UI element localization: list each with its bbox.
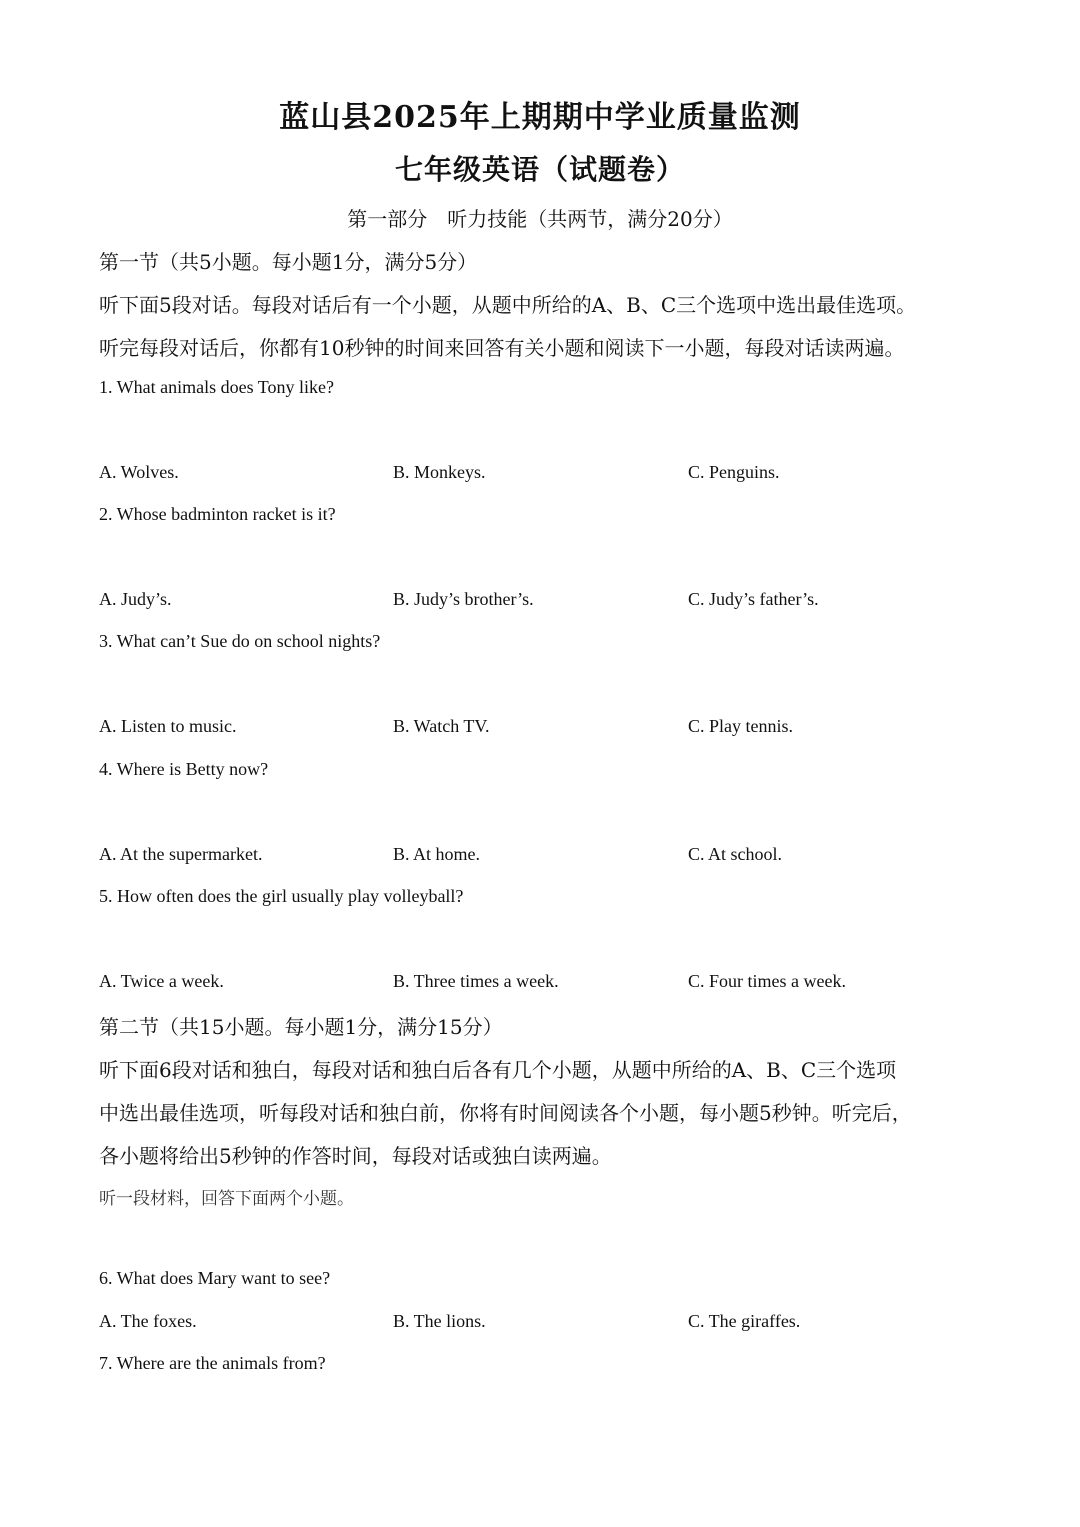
question-6-option-c: C. The giraffes. — [688, 1311, 801, 1331]
section1-instruction-line2: 听完每段对话后，你都有10秒钟的时间来回答有关小题和阅读下一小题，每段对话读两遍。 — [99, 336, 905, 360]
exam-title: 蓝山县2025年上期期中学业质量监测 — [279, 100, 801, 135]
question-1-option-a: A. Wolves. — [99, 462, 179, 482]
question-3-option-c: C. Play tennis. — [688, 716, 794, 736]
section2-instruction-line3: 各小题将给出5秒钟的作答时间，每段对话或独白读两遍。 — [99, 1144, 612, 1168]
material-note: 听一段材料，回答下面两个小题。 — [99, 1189, 354, 1209]
question-2-option-b: B. Judy’s brother’s. — [393, 589, 534, 609]
question-5-option-c: C. Four times a week. — [688, 971, 846, 991]
question-3: 3. What can’t Sue do on school nights? — [99, 631, 381, 651]
section2-heading: 第二节（共15小题。每小题1分，满分15分） — [99, 1015, 503, 1039]
question-2-option-a: A. Judy’s. — [99, 589, 172, 609]
question-6: 6. What does Mary want to see? — [99, 1268, 331, 1288]
section2-instruction-line1: 听下面6段对话和独白，每段对话和独白后各有几个小题，从题中所给的A、B、C三个选项 — [99, 1058, 897, 1082]
question-6-option-a: A. The foxes. — [99, 1311, 197, 1331]
question-4-option-a: A. At the supermarket. — [99, 844, 263, 864]
question-4-option-b: B. At home. — [393, 844, 481, 864]
question-1-option-c: C. Penguins. — [688, 462, 780, 482]
part-heading: 第一部分 听力技能（共两节，满分20分） — [347, 207, 733, 231]
question-1-option-b: B. Monkeys. — [393, 462, 486, 482]
exam-subtitle: 七年级英语（试题卷） — [394, 153, 685, 186]
question-3-option-a: A. Listen to music. — [99, 716, 237, 736]
question-4-option-c: C. At school. — [688, 844, 783, 864]
question-3-option-b: B. Watch TV. — [393, 716, 490, 736]
question-5-option-a: A. Twice a week. — [99, 971, 224, 991]
question-2: 2. Whose badminton racket is it? — [99, 504, 336, 524]
question-7: 7. Where are the animals from? — [99, 1353, 326, 1373]
section1-heading: 第一节（共5小题。每小题1分，满分5分） — [99, 250, 478, 274]
section1-instruction-line1: 听下面5段对话。每段对话后有一个小题，从题中所给的A、B、C三个选项中选出最佳选项。 — [99, 293, 917, 317]
question-4: 4. Where is Betty now? — [99, 759, 269, 779]
question-5-option-b: B. Three times a week. — [393, 971, 559, 991]
section2-instruction-line2: 中选出最佳选项，听每段对话和独白前，你将有时间阅读各个小题，每小题5秒钟。听完后， — [99, 1101, 912, 1125]
question-2-option-c: C. Judy’s father’s. — [688, 589, 819, 609]
question-5: 5. How often does the girl usually play volleyball? — [99, 886, 464, 906]
question-1: 1. What animals does Tony like? — [99, 377, 335, 397]
question-6-option-b: B. The lions. — [393, 1311, 486, 1331]
